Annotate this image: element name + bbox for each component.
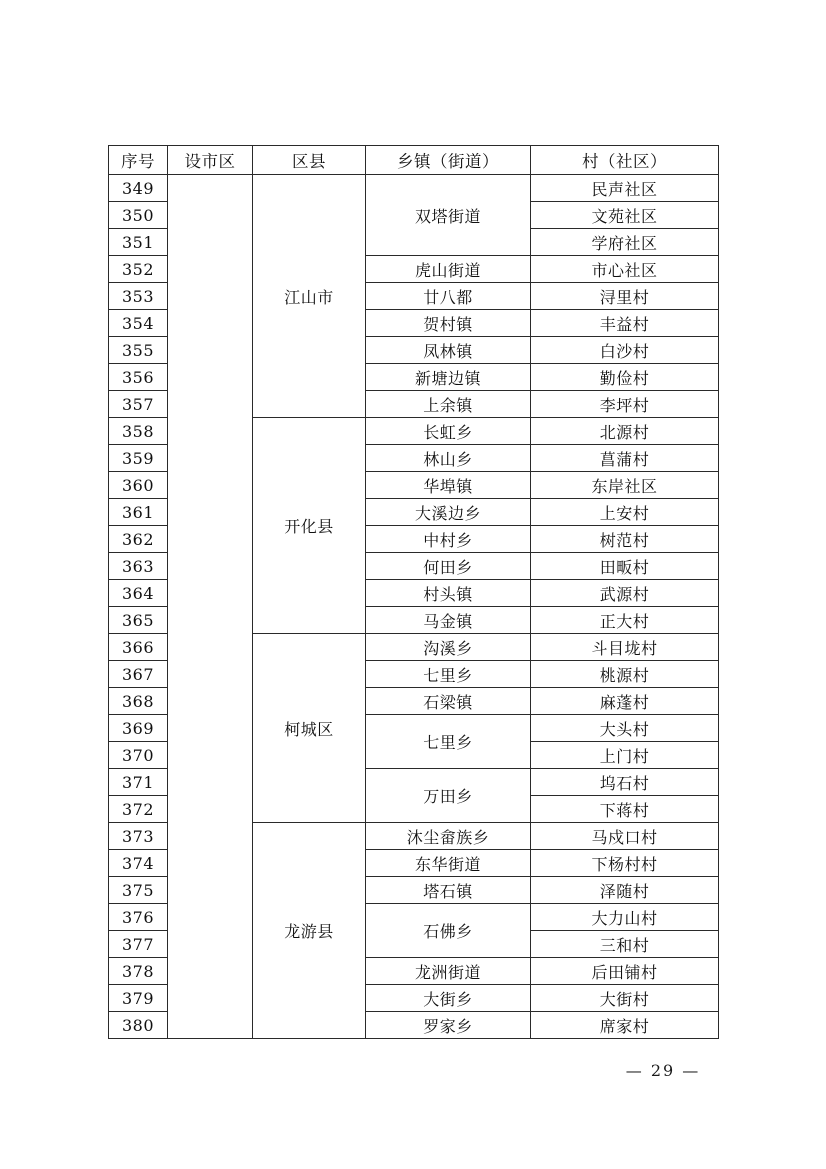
cell-village: 席家村 bbox=[531, 1012, 719, 1039]
cell-village: 民声社区 bbox=[531, 175, 719, 202]
cell-village: 麻蓬村 bbox=[531, 688, 719, 715]
cell-village: 斗目垅村 bbox=[531, 634, 719, 661]
cell-sequence: 367 bbox=[109, 661, 168, 688]
cell-town: 新塘边镇 bbox=[366, 364, 531, 391]
cell-district: 江山市 bbox=[253, 175, 366, 418]
cell-village: 马戍口村 bbox=[531, 823, 719, 850]
cell-sequence: 380 bbox=[109, 1012, 168, 1039]
cell-village: 上安村 bbox=[531, 499, 719, 526]
cell-village: 市心社区 bbox=[531, 256, 719, 283]
cell-sequence: 373 bbox=[109, 823, 168, 850]
cell-village: 丰益村 bbox=[531, 310, 719, 337]
cell-village: 后田铺村 bbox=[531, 958, 719, 985]
cell-town: 林山乡 bbox=[366, 445, 531, 472]
cell-town: 沐尘畲族乡 bbox=[366, 823, 531, 850]
cell-town: 石梁镇 bbox=[366, 688, 531, 715]
cell-village: 大街村 bbox=[531, 985, 719, 1012]
cell-village: 桃源村 bbox=[531, 661, 719, 688]
cell-sequence: 369 bbox=[109, 715, 168, 742]
cell-town: 石佛乡 bbox=[366, 904, 531, 958]
table-body bbox=[109, 175, 719, 1039]
cell-village: 浔里村 bbox=[531, 283, 719, 310]
cell-sequence: 362 bbox=[109, 526, 168, 553]
cell-sequence: 363 bbox=[109, 553, 168, 580]
cell-village: 下杨村村 bbox=[531, 850, 719, 877]
cell-town: 中村乡 bbox=[366, 526, 531, 553]
cell-village: 坞石村 bbox=[531, 769, 719, 796]
cell-town: 凤林镇 bbox=[366, 337, 531, 364]
cell-sequence: 368 bbox=[109, 688, 168, 715]
cell-sequence: 358 bbox=[109, 418, 168, 445]
cell-sequence: 375 bbox=[109, 877, 168, 904]
cell-sequence: 365 bbox=[109, 607, 168, 634]
cell-town: 万田乡 bbox=[366, 769, 531, 823]
cell-town: 华埠镇 bbox=[366, 472, 531, 499]
column-header-village: 村（社区） bbox=[531, 146, 719, 175]
cell-town: 七里乡 bbox=[366, 661, 531, 688]
cell-village: 大头村 bbox=[531, 715, 719, 742]
cell-town: 罗家乡 bbox=[366, 1012, 531, 1039]
cell-sequence: 357 bbox=[109, 391, 168, 418]
cell-village: 白沙村 bbox=[531, 337, 719, 364]
cell-town: 马金镇 bbox=[366, 607, 531, 634]
cell-village: 武源村 bbox=[531, 580, 719, 607]
cell-sequence: 349 bbox=[109, 175, 168, 202]
cell-sequence: 360 bbox=[109, 472, 168, 499]
cell-town: 大街乡 bbox=[366, 985, 531, 1012]
cell-village: 泽随村 bbox=[531, 877, 719, 904]
cell-town: 东华街道 bbox=[366, 850, 531, 877]
table-header bbox=[109, 146, 719, 175]
administrative-division-table bbox=[108, 145, 719, 1039]
cell-sequence: 364 bbox=[109, 580, 168, 607]
cell-sequence: 361 bbox=[109, 499, 168, 526]
cell-sequence: 356 bbox=[109, 364, 168, 391]
column-header-sequence: 序号 bbox=[109, 146, 168, 175]
cell-village: 田畈村 bbox=[531, 553, 719, 580]
cell-district: 龙游县 bbox=[253, 823, 366, 1039]
page-footer bbox=[0, 1061, 826, 1080]
cell-town: 塔石镇 bbox=[366, 877, 531, 904]
cell-sequence: 374 bbox=[109, 850, 168, 877]
cell-sequence: 376 bbox=[109, 904, 168, 931]
cell-town: 上余镇 bbox=[366, 391, 531, 418]
cell-sequence: 370 bbox=[109, 742, 168, 769]
cell-sequence: 372 bbox=[109, 796, 168, 823]
cell-town: 沟溪乡 bbox=[366, 634, 531, 661]
cell-village: 北源村 bbox=[531, 418, 719, 445]
cell-sequence: 352 bbox=[109, 256, 168, 283]
cell-sequence: 355 bbox=[109, 337, 168, 364]
cell-town: 虎山街道 bbox=[366, 256, 531, 283]
cell-town: 贺村镇 bbox=[366, 310, 531, 337]
cell-village: 菖蒲村 bbox=[531, 445, 719, 472]
page-number: — 29 — bbox=[625, 1061, 701, 1080]
table-header-row bbox=[109, 146, 719, 175]
cell-town: 七里乡 bbox=[366, 715, 531, 769]
cell-village: 正大村 bbox=[531, 607, 719, 634]
cell-village: 文苑社区 bbox=[531, 202, 719, 229]
cell-town: 双塔街道 bbox=[366, 175, 531, 256]
cell-village: 东岸社区 bbox=[531, 472, 719, 499]
cell-city bbox=[168, 175, 253, 1039]
table-row bbox=[109, 175, 719, 202]
cell-sequence: 359 bbox=[109, 445, 168, 472]
cell-sequence: 371 bbox=[109, 769, 168, 796]
column-header-town: 乡镇（街道） bbox=[366, 146, 531, 175]
cell-village: 李坪村 bbox=[531, 391, 719, 418]
administrative-division-table-container bbox=[108, 145, 718, 1039]
cell-sequence: 351 bbox=[109, 229, 168, 256]
cell-sequence: 378 bbox=[109, 958, 168, 985]
cell-sequence: 353 bbox=[109, 283, 168, 310]
cell-town: 大溪边乡 bbox=[366, 499, 531, 526]
cell-district: 柯城区 bbox=[253, 634, 366, 823]
cell-village: 上门村 bbox=[531, 742, 719, 769]
cell-village: 树范村 bbox=[531, 526, 719, 553]
cell-sequence: 377 bbox=[109, 931, 168, 958]
cell-town: 廿八都 bbox=[366, 283, 531, 310]
cell-sequence: 366 bbox=[109, 634, 168, 661]
cell-district: 开化县 bbox=[253, 418, 366, 634]
cell-village: 学府社区 bbox=[531, 229, 719, 256]
column-header-district: 区县 bbox=[253, 146, 366, 175]
cell-town: 村头镇 bbox=[366, 580, 531, 607]
cell-sequence: 350 bbox=[109, 202, 168, 229]
cell-sequence: 354 bbox=[109, 310, 168, 337]
column-header-city: 设市区 bbox=[168, 146, 253, 175]
cell-village: 大力山村 bbox=[531, 904, 719, 931]
cell-village: 勤俭村 bbox=[531, 364, 719, 391]
cell-sequence: 379 bbox=[109, 985, 168, 1012]
cell-town: 何田乡 bbox=[366, 553, 531, 580]
cell-town: 长虹乡 bbox=[366, 418, 531, 445]
cell-village: 三和村 bbox=[531, 931, 719, 958]
cell-village: 下蒋村 bbox=[531, 796, 719, 823]
cell-town: 龙洲街道 bbox=[366, 958, 531, 985]
